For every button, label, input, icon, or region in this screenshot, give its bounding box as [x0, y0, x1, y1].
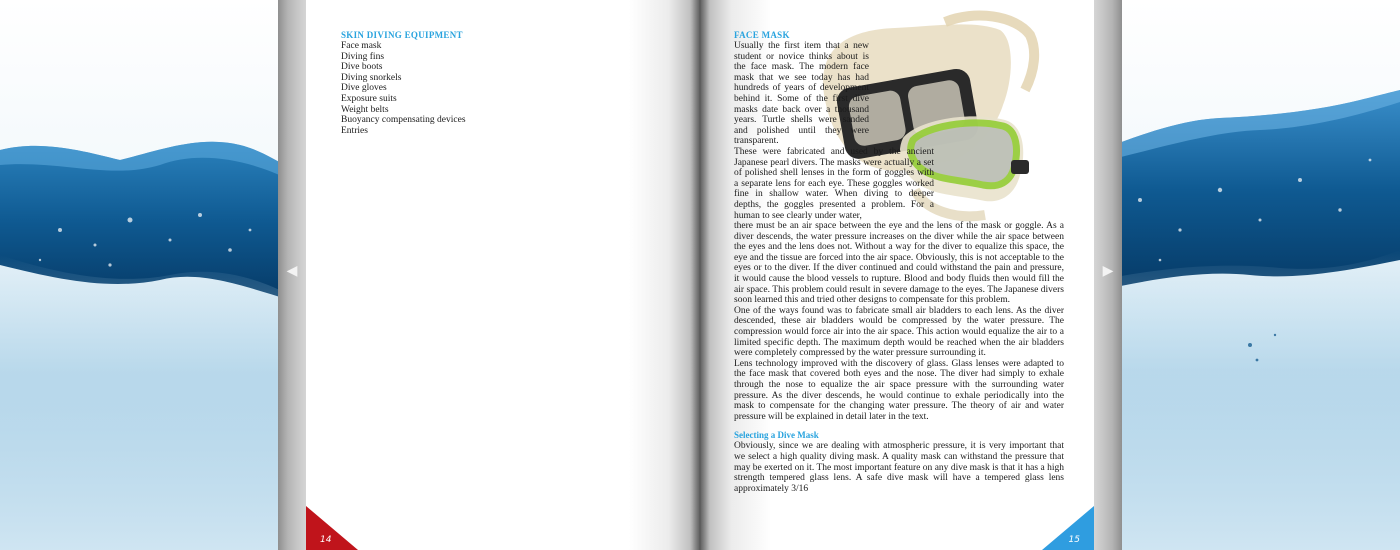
page-right[interactable] [700, 0, 1094, 550]
list-item: Dive gloves [341, 83, 387, 94]
page-stack-left [278, 0, 306, 550]
water-background-right [1100, 0, 1400, 550]
previous-page-button[interactable] [285, 262, 299, 280]
left-page-content [341, 30, 641, 136]
triangle-left-icon: ◀ [286, 263, 298, 279]
intro-paragraph: Usually the first item that a new student or novice thinks about is the face mask. The modern face mask that we see today has had hundreds of years of development behind it. Some of the first dive masks date back over a thousand years. Turtle shells were sanded and polished until they were transparent. [734, 41, 869, 147]
page-corner-left[interactable] [306, 506, 358, 550]
equipment-list [341, 41, 641, 136]
book-viewer [278, 0, 1122, 550]
page-number-left: 14 [320, 535, 332, 545]
list-item: Weight belts [341, 104, 389, 115]
list-item: Buoyancy compensating devices [341, 115, 466, 126]
page-left[interactable] [306, 0, 700, 550]
list-item: Dive boots [341, 62, 383, 73]
paragraph-lens-technology: Lens technology improved with the discovery of glass. Glass lenses were adapted to the face mask that covered both eyes and the nose. The diver had simply to exhale through the nose to equalize the air space pressure with the surrounding water pressure. As the diver descends, he would continue to exhale periodically into the mask to compensate for the changing water pressure. The theory of air and water pressure will be explained in detail later in the text. [734, 358, 1064, 422]
paragraph-selecting-mask: Obviously, since we are dealing with atmospheric pressure, it is very important that we select a high quality diving mask. A quality mask can withstand the pressure that may be exerted on it. The most important feature on any dive mask is that it has a high strength tempered glass lens. A safe dive mask will have a tempered glass lens approximately 3/16 [734, 441, 1064, 494]
right-page-heading: FACE MASK [734, 30, 790, 40]
page-number-right: 15 [1068, 535, 1080, 545]
history-paragraph: These were fabricated and used by the ancient Japanese pearl divers. The masks were actually a set of polished shell lenses in the form of goggles with a separate lens for each eye. These goggles worked fine in shallow water. When diving to deeper depths, the goggles presented a problem. For a human to see clearly under water, [734, 146, 934, 221]
list-item: Diving fins [341, 51, 385, 62]
left-page-heading: SKIN DIVING EQUIPMENT [341, 30, 463, 40]
water-background-left [0, 0, 290, 550]
right-page-content [734, 30, 1064, 494]
list-item: Face mask [341, 41, 382, 51]
list-item: Entries [341, 125, 368, 136]
triangle-right-icon: ▶ [1102, 263, 1114, 279]
paragraph-air-bladders: One of the ways found was to fabricate small air bladders to each lens. As the diver descended, these air bladders would be compressed by the water pressure. The compression would force air into the air space. This action would equalize the air to a limited specific depth. The maximum depth would be reached when the air bladders were completely compressed by the water pressure surrounding it. [734, 305, 1064, 359]
page-stack-right [1094, 0, 1122, 550]
book-spine [690, 0, 710, 550]
list-item: Exposure suits [341, 93, 397, 104]
next-page-button[interactable] [1101, 262, 1115, 280]
section-subheading: Selecting a Dive Mask [734, 430, 819, 441]
paragraph-air-space: there must be an air space between the eye and the lens of the mask or goggle. As a diver descends, the water pressure increases on the diver while the air space between the eyes and the lens does not. Without a way for the diver to equalize this space, the eye and the tissue are forced into the air space. Obviously, this is not acceptable to the eyes or to the diver. If the diver continued and could withstand the pain and pressure, it would cause the blood vessels to rupture. Blood and body fluids then would fill the air space. This problem could result in severe damage to the eyes. The Japanese divers soon learned this and tried other designs to compensate for this problem. [734, 221, 1064, 306]
list-item: Diving snorkels [341, 72, 402, 83]
